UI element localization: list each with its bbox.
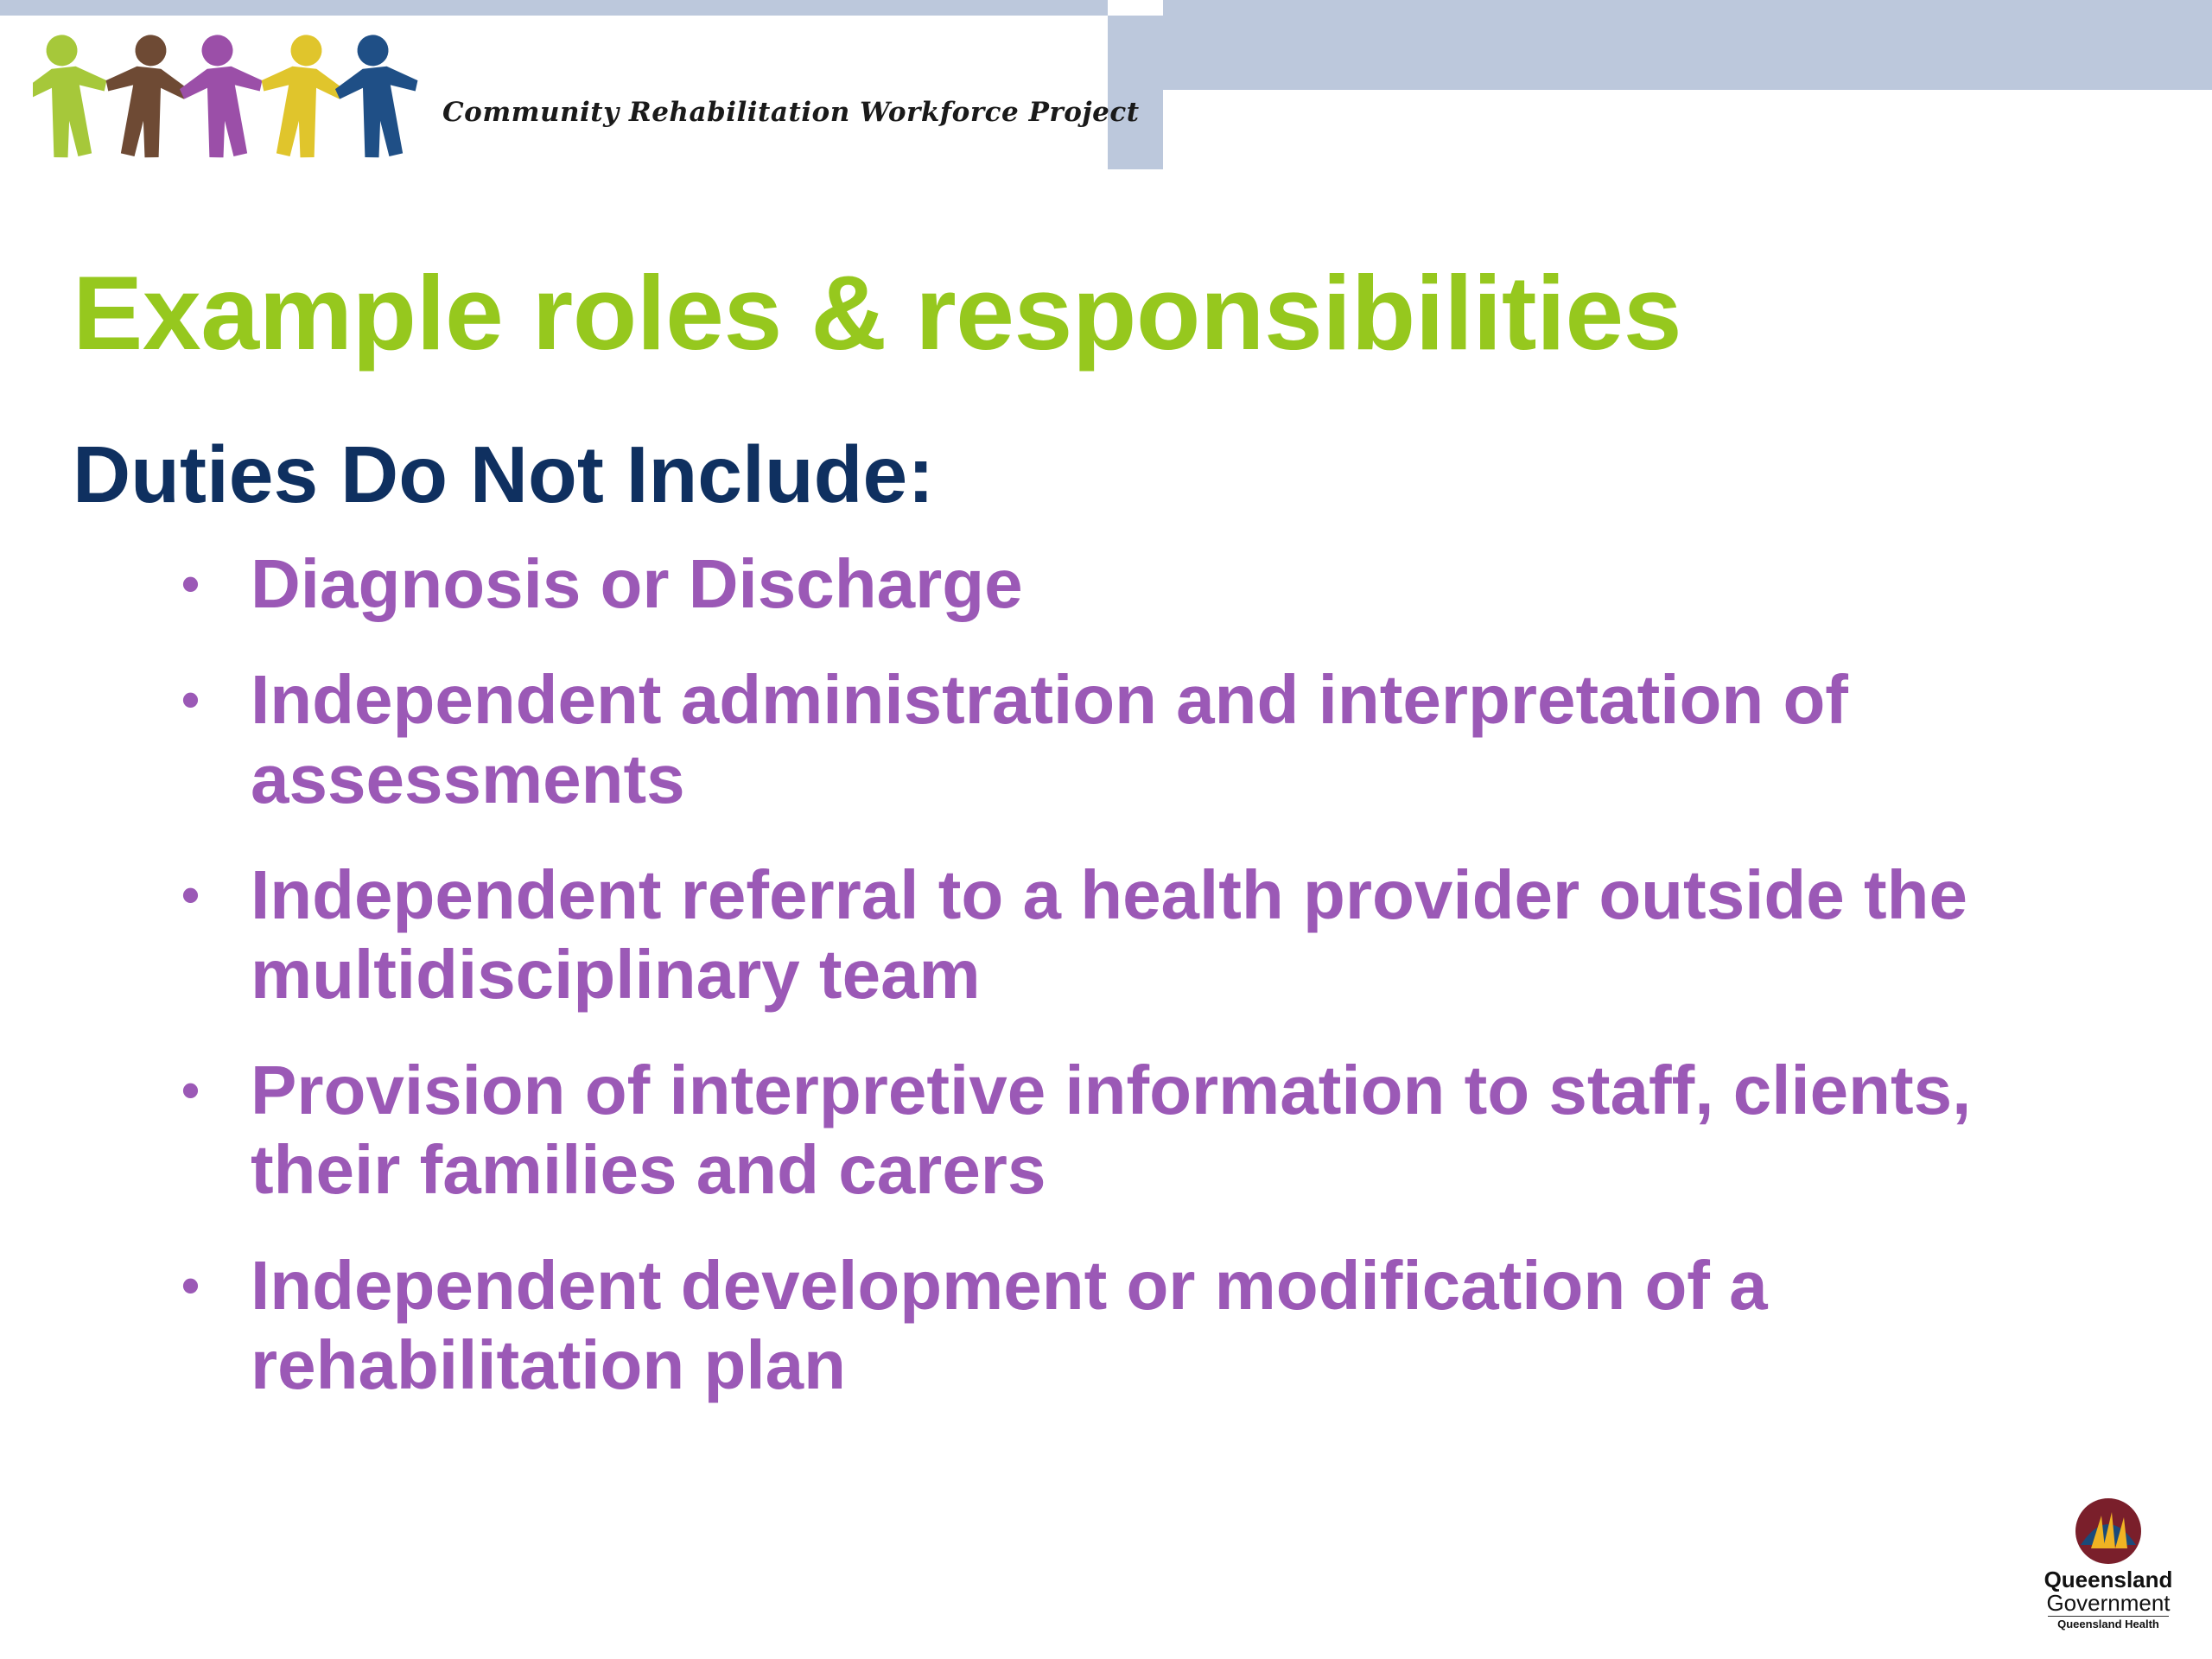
bullet-item: • Independent referral to a health provider outside the multidisciplinary team — [181, 855, 2134, 1014]
header-band-left — [0, 0, 1108, 16]
org-name-line1: Queensland — [2044, 1567, 2173, 1592]
person-figure-icon — [175, 30, 270, 161]
person-figure-icon — [330, 30, 425, 161]
bullet-item: • Independent development or modification of a rehabilitation plan — [181, 1246, 2134, 1405]
bullet-item: • Independent administration and interpretation of assessments — [181, 660, 2134, 819]
org-name-line3: Queensland Health — [2048, 1616, 2169, 1632]
queensland-government-emblem-icon — [2072, 1495, 2145, 1567]
person-figure-icon — [99, 30, 194, 161]
slide-title: Example roles & responsibilities — [73, 254, 1682, 372]
bullet-item: • Provision of interpretive information to staff, clients, their families and carers — [181, 1051, 2134, 1210]
header-band-divider — [1108, 16, 1163, 169]
person-figure-icon — [33, 30, 114, 161]
paper-doll-people-chain-icon — [33, 26, 448, 173]
queensland-government-logo — [2039, 1495, 2177, 1650]
duties-bullet-list — [181, 544, 2134, 1441]
project-name: Community Rehabilitation Workforce Project — [442, 97, 1140, 128]
header-band-right — [1163, 0, 2212, 90]
bullet-item: • Diagnosis or Discharge — [181, 544, 2134, 624]
slide-subtitle: Duties Do Not Include: — [73, 429, 935, 519]
org-name-line2: Government — [2046, 1590, 2171, 1616]
person-figure-icon — [254, 30, 349, 161]
